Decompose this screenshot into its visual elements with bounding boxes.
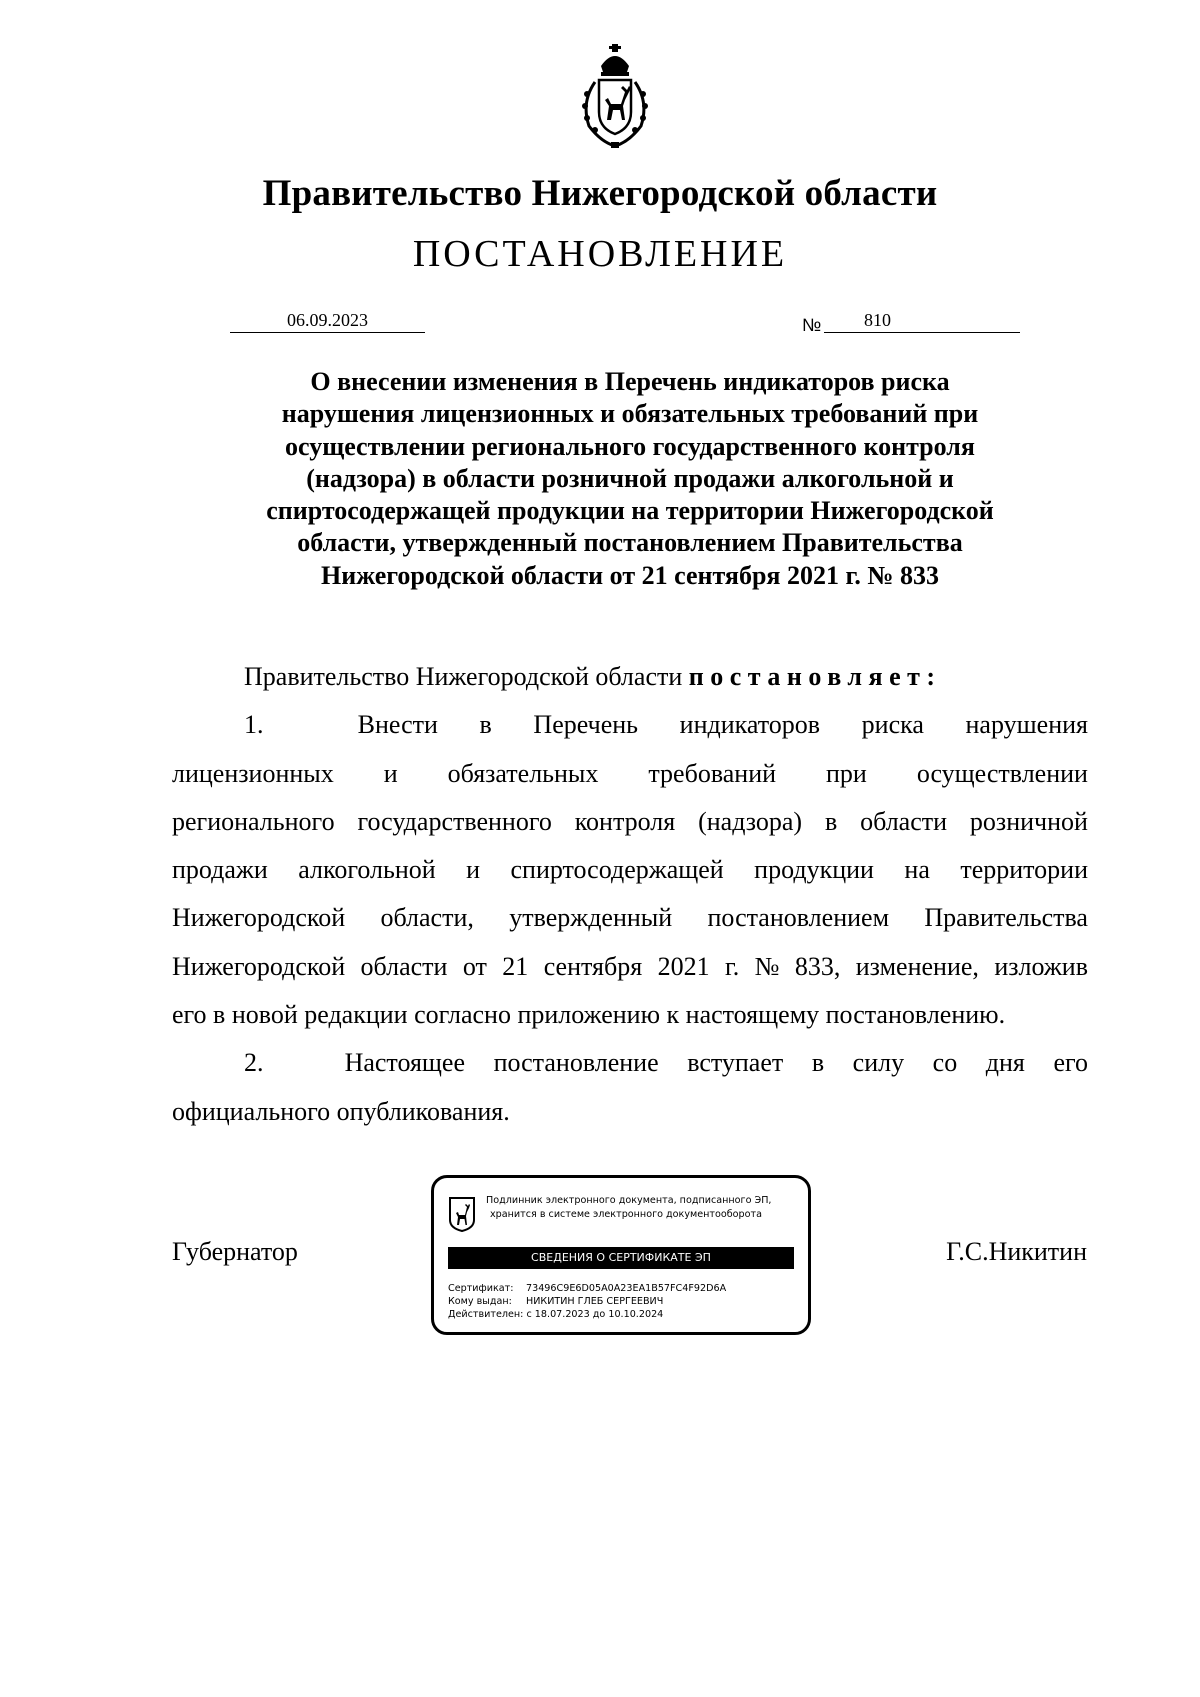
item-number: 1. [244, 710, 264, 740]
body-word: г. [725, 951, 740, 981]
body-word: требований [648, 758, 777, 788]
body-word: при [826, 758, 867, 788]
preamble-text: Правительство Нижегородской области [244, 662, 683, 691]
body-word: сентября [543, 951, 643, 981]
body-word: Нижегородской [172, 903, 346, 933]
item2-line [172, 1088, 1088, 1136]
body-word: изменение, [855, 951, 979, 981]
body-word: изложив [994, 951, 1088, 981]
stamp-value: 73496C9E6D05A0A23EA1B57FC4F92D6A [526, 1283, 727, 1294]
body-word: государственного [357, 806, 552, 836]
item1-line [172, 701, 1088, 749]
body-word: силу [852, 1048, 905, 1078]
body-word: нарушения [965, 710, 1088, 740]
body-word: и [383, 758, 398, 788]
document-type: ПОСТАНОВЛЕНИЕ [412, 233, 788, 275]
body-word: в [479, 710, 492, 740]
document-body [172, 653, 1088, 1136]
stamp-notice-line: Подлинник электронного документа, подписанного ЭП, [486, 1195, 772, 1206]
body-word: Внести [357, 710, 438, 740]
body-word: и [466, 855, 481, 885]
body-word: со [932, 1048, 958, 1078]
stamp-notice-line: хранится в системе электронного документооборота [490, 1209, 762, 1220]
item1-line [172, 943, 1088, 991]
item1-line [172, 750, 1088, 798]
body-word: контроля [574, 806, 676, 836]
body-word: Нижегородской [172, 951, 346, 981]
signatory-name: Г.С.Никитин [946, 1237, 1087, 1266]
document-date: 06.09.2023 [230, 308, 425, 333]
body-word: Правительства [924, 903, 1088, 933]
item1-line [172, 894, 1088, 942]
body-word: вступает [687, 1048, 784, 1078]
electronic-signature-stamp [431, 1175, 811, 1335]
deer-emblem-icon [448, 1196, 476, 1232]
subject-line: (надзора) в области розничной продажи алкогольной и [306, 463, 954, 493]
body-word: розничной [969, 806, 1088, 836]
body-word: Настоящее [344, 1048, 466, 1078]
body-word: в [824, 806, 838, 836]
item2-line [172, 1039, 1088, 1087]
body-word: области, [380, 903, 474, 933]
item-number: 2. [244, 1048, 264, 1078]
organization-title: Правительство Нижегородской области [262, 173, 938, 214]
body-word: осуществлении [916, 758, 1088, 788]
item1-line [172, 798, 1088, 846]
body-word: утвержденный [509, 903, 673, 933]
document-number: 810 [824, 308, 1020, 333]
body-word: риска [861, 710, 924, 740]
body-word: территории [960, 855, 1088, 885]
body-word: алкогольной [298, 855, 436, 885]
stamp-label: Действителен: [448, 1309, 524, 1320]
document-subject [210, 366, 1050, 592]
body-word: обязательных [447, 758, 599, 788]
body-word: области [860, 806, 948, 836]
stamp-validity-row [448, 1308, 663, 1321]
stamp-label: Кому выдан: [448, 1296, 512, 1307]
signatory-title: Губернатор [172, 1237, 298, 1266]
stamp-value: НИКИТИН ГЛЕБ СЕРГЕЕВИЧ [526, 1296, 664, 1307]
subject-line: спиртосодержащей продукции на территории Нижегородской [266, 496, 994, 526]
stamp-issued-row [448, 1295, 663, 1308]
subject-line: О внесении изменения в Перечень индикаторов риска [310, 367, 950, 396]
item1-line [172, 991, 1088, 1039]
body-word: его [1053, 1048, 1088, 1078]
body-word: № [754, 951, 780, 981]
subject-line: Нижегородской области от 21 сентября 2021 г. № 833 [321, 560, 939, 590]
body-word: 833, [794, 951, 841, 981]
body-word: 2021 [657, 951, 710, 981]
body-word: постановлением [707, 903, 890, 933]
preamble [172, 653, 1088, 701]
stamp-label: Сертификат: [448, 1283, 514, 1294]
item1-last-line: его в новой редакции согласно приложению к настоящему постановлению. [172, 1000, 1006, 1030]
body-word: области [360, 951, 448, 981]
stamp-value: с 18.07.2023 до 10.10.2024 [526, 1309, 664, 1320]
preamble-verb: постановляет: [688, 662, 942, 691]
body-word: на [904, 855, 930, 885]
body-word: продукции [754, 855, 874, 885]
subject-line: осуществлении регионального государственного контроля [285, 431, 975, 461]
item2-last-line: официального опубликования. [172, 1096, 510, 1126]
body-word: продажи [172, 855, 268, 885]
body-word: лицензионных [172, 758, 334, 788]
stamp-certificate-row [448, 1282, 726, 1295]
body-word: регионального [172, 806, 335, 836]
item1-line [172, 846, 1088, 894]
body-word: (надзора) [698, 806, 803, 836]
body-word: в [811, 1048, 825, 1078]
subject-line: нарушения лицензионных и обязательных требований при [281, 399, 979, 429]
body-word: Перечень [533, 710, 639, 740]
stamp-certificate-header: СВЕДЕНИЯ О СЕРТИФИКАТЕ ЭП [448, 1247, 794, 1269]
body-word: индикаторов [679, 710, 821, 740]
body-word: спиртосодержащей [510, 855, 724, 885]
body-word: постановление [493, 1048, 659, 1078]
body-word: 21 [502, 951, 529, 981]
body-word: дня [985, 1048, 1025, 1078]
body-word: от [462, 951, 487, 981]
coat-of-arms-icon [575, 42, 655, 150]
number-label: № [802, 315, 822, 335]
subject-line: области, утвержденный постановлением Правительства [297, 528, 963, 558]
